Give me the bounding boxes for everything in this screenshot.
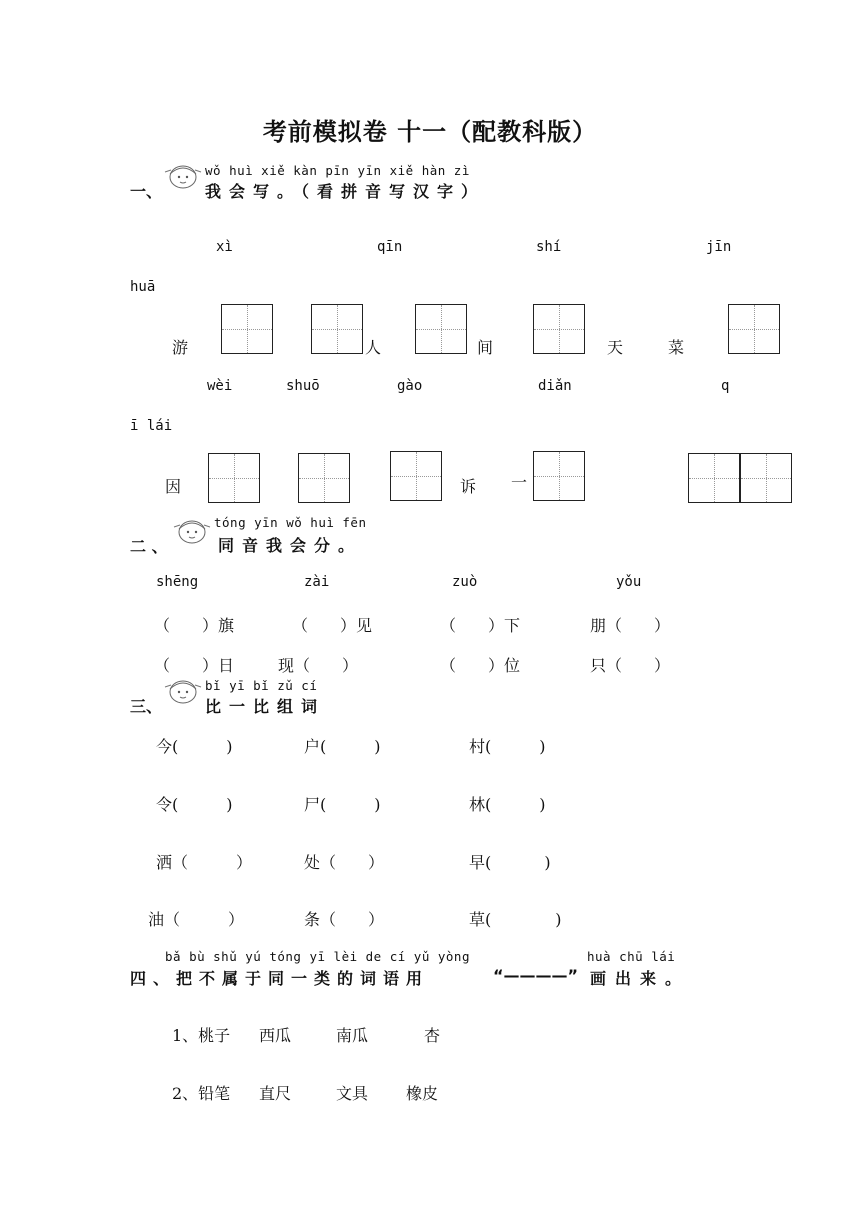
word-item[interactable]: 户( ) (304, 737, 381, 756)
char-yi: 一 (511, 473, 528, 492)
section-3-pinyin: bǐ yī bǐ zǔ cí (205, 678, 318, 693)
fill-blank-item[interactable]: 现（ ） (278, 656, 359, 675)
word-option[interactable]: 南瓜 (336, 1026, 369, 1045)
fill-blank-item[interactable]: 只（ ） (590, 656, 671, 675)
fill-blank-item[interactable]: 朋（ ） (590, 616, 671, 635)
char-jian: 间 (477, 338, 494, 357)
section-1-label: 我会写。（看拼音写汉字） (205, 182, 486, 201)
pinyin-wei: wèi (207, 378, 233, 394)
writing-box[interactable] (533, 304, 585, 354)
word-option[interactable]: 杏 (424, 1026, 441, 1045)
cartoon-girl-icon (163, 162, 203, 192)
word-item[interactable]: 洒（ ） (156, 853, 253, 872)
pinyin-dian: diǎn (538, 378, 572, 394)
word-item[interactable]: 油（ ） (148, 910, 245, 929)
fill-blank-item[interactable]: （ ）见 (292, 616, 373, 635)
pinyin-zai: zài (304, 574, 330, 590)
fill-blank-item[interactable]: （ ）日 (154, 656, 235, 675)
section-1-number: 一、 (130, 182, 163, 201)
word-item[interactable]: 早( ) (469, 853, 551, 872)
pinyin-q: q (721, 378, 730, 394)
pinyin-qi-lai: ī lái (130, 418, 173, 434)
cartoon-girl-icon (172, 517, 212, 547)
writing-box[interactable] (688, 453, 740, 503)
word-item[interactable]: 林( ) (469, 795, 546, 814)
char-su: 诉 (460, 477, 477, 496)
word-item[interactable]: 今( ) (156, 737, 233, 756)
pinyin-xi: xì (216, 239, 233, 255)
char-tian: 天 (607, 338, 624, 357)
section-4-pinyin-b: huà chū lái (587, 949, 676, 964)
char-yin: 因 (165, 477, 182, 496)
word-option[interactable]: 1、桃子 (172, 1026, 231, 1045)
page-title: 考前模拟卷 十一（配教科版） (262, 118, 598, 146)
word-option[interactable]: 橡皮 (406, 1084, 439, 1103)
char-you: 游 (172, 338, 189, 357)
pinyin-sheng: shēng (156, 574, 199, 590)
char-cai: 菜 (668, 338, 685, 357)
pinyin-jin: jīn (706, 239, 732, 255)
pinyin-shi: shí (536, 239, 562, 255)
word-item[interactable]: 令( ) (156, 795, 233, 814)
word-item[interactable]: 处（ ） (304, 853, 385, 872)
section-2-pinyin: tóng yīn wǒ huì fēn (214, 515, 367, 530)
writing-box[interactable] (740, 453, 792, 503)
section-2-number: 二 、 (130, 537, 168, 556)
pinyin-you: yǒu (616, 574, 642, 590)
writing-box[interactable] (298, 453, 350, 503)
word-option[interactable]: 西瓜 (259, 1026, 292, 1045)
pinyin-qin: qīn (377, 239, 403, 255)
section-4-pinyin-a: bǎ bù shǔ yú tóng yī lèi de cí yǔ yòng (165, 949, 470, 964)
cartoon-girl-icon (163, 677, 203, 707)
section-3-number: 三、 (130, 697, 163, 716)
writing-box[interactable] (728, 304, 780, 354)
writing-box[interactable] (533, 451, 585, 501)
fill-blank-item[interactable]: （ ）旗 (154, 616, 235, 635)
pinyin-hua: huā (130, 279, 156, 295)
word-item[interactable]: 尸( ) (304, 795, 381, 814)
pinyin-shuo: shuō (286, 378, 320, 394)
writing-box[interactable] (415, 304, 467, 354)
pinyin-zuo: zuò (452, 574, 478, 590)
word-option[interactable]: 2、铅笔 (172, 1084, 231, 1103)
section-4-label-end: 画出来。 (590, 969, 691, 988)
writing-box[interactable] (311, 304, 363, 354)
section-2-label: 同音我会分。 (218, 536, 363, 555)
writing-box[interactable] (390, 451, 442, 501)
pinyin-gao: gào (397, 378, 423, 394)
section-1-pinyin: wǒ huì xiě kàn pīn yīn xiě hàn zì (205, 163, 470, 178)
writing-box[interactable] (208, 453, 260, 503)
section-4-label: 四、把不属于同一类的词语用 (130, 969, 430, 988)
word-item[interactable]: 条（ ） (304, 910, 385, 929)
section-3-label: 比一比组词 (205, 697, 326, 716)
writing-box[interactable] (221, 304, 273, 354)
word-item[interactable]: 村( ) (469, 737, 546, 756)
underline-mark: “————” (493, 966, 579, 985)
word-option[interactable]: 直尺 (259, 1084, 292, 1103)
word-item[interactable]: 草( ) (469, 910, 562, 929)
fill-blank-item[interactable]: （ ）位 (440, 656, 521, 675)
word-option[interactable]: 文具 (336, 1084, 369, 1103)
fill-blank-item[interactable]: （ ）下 (440, 616, 521, 635)
char-ren: 人 (365, 338, 382, 357)
